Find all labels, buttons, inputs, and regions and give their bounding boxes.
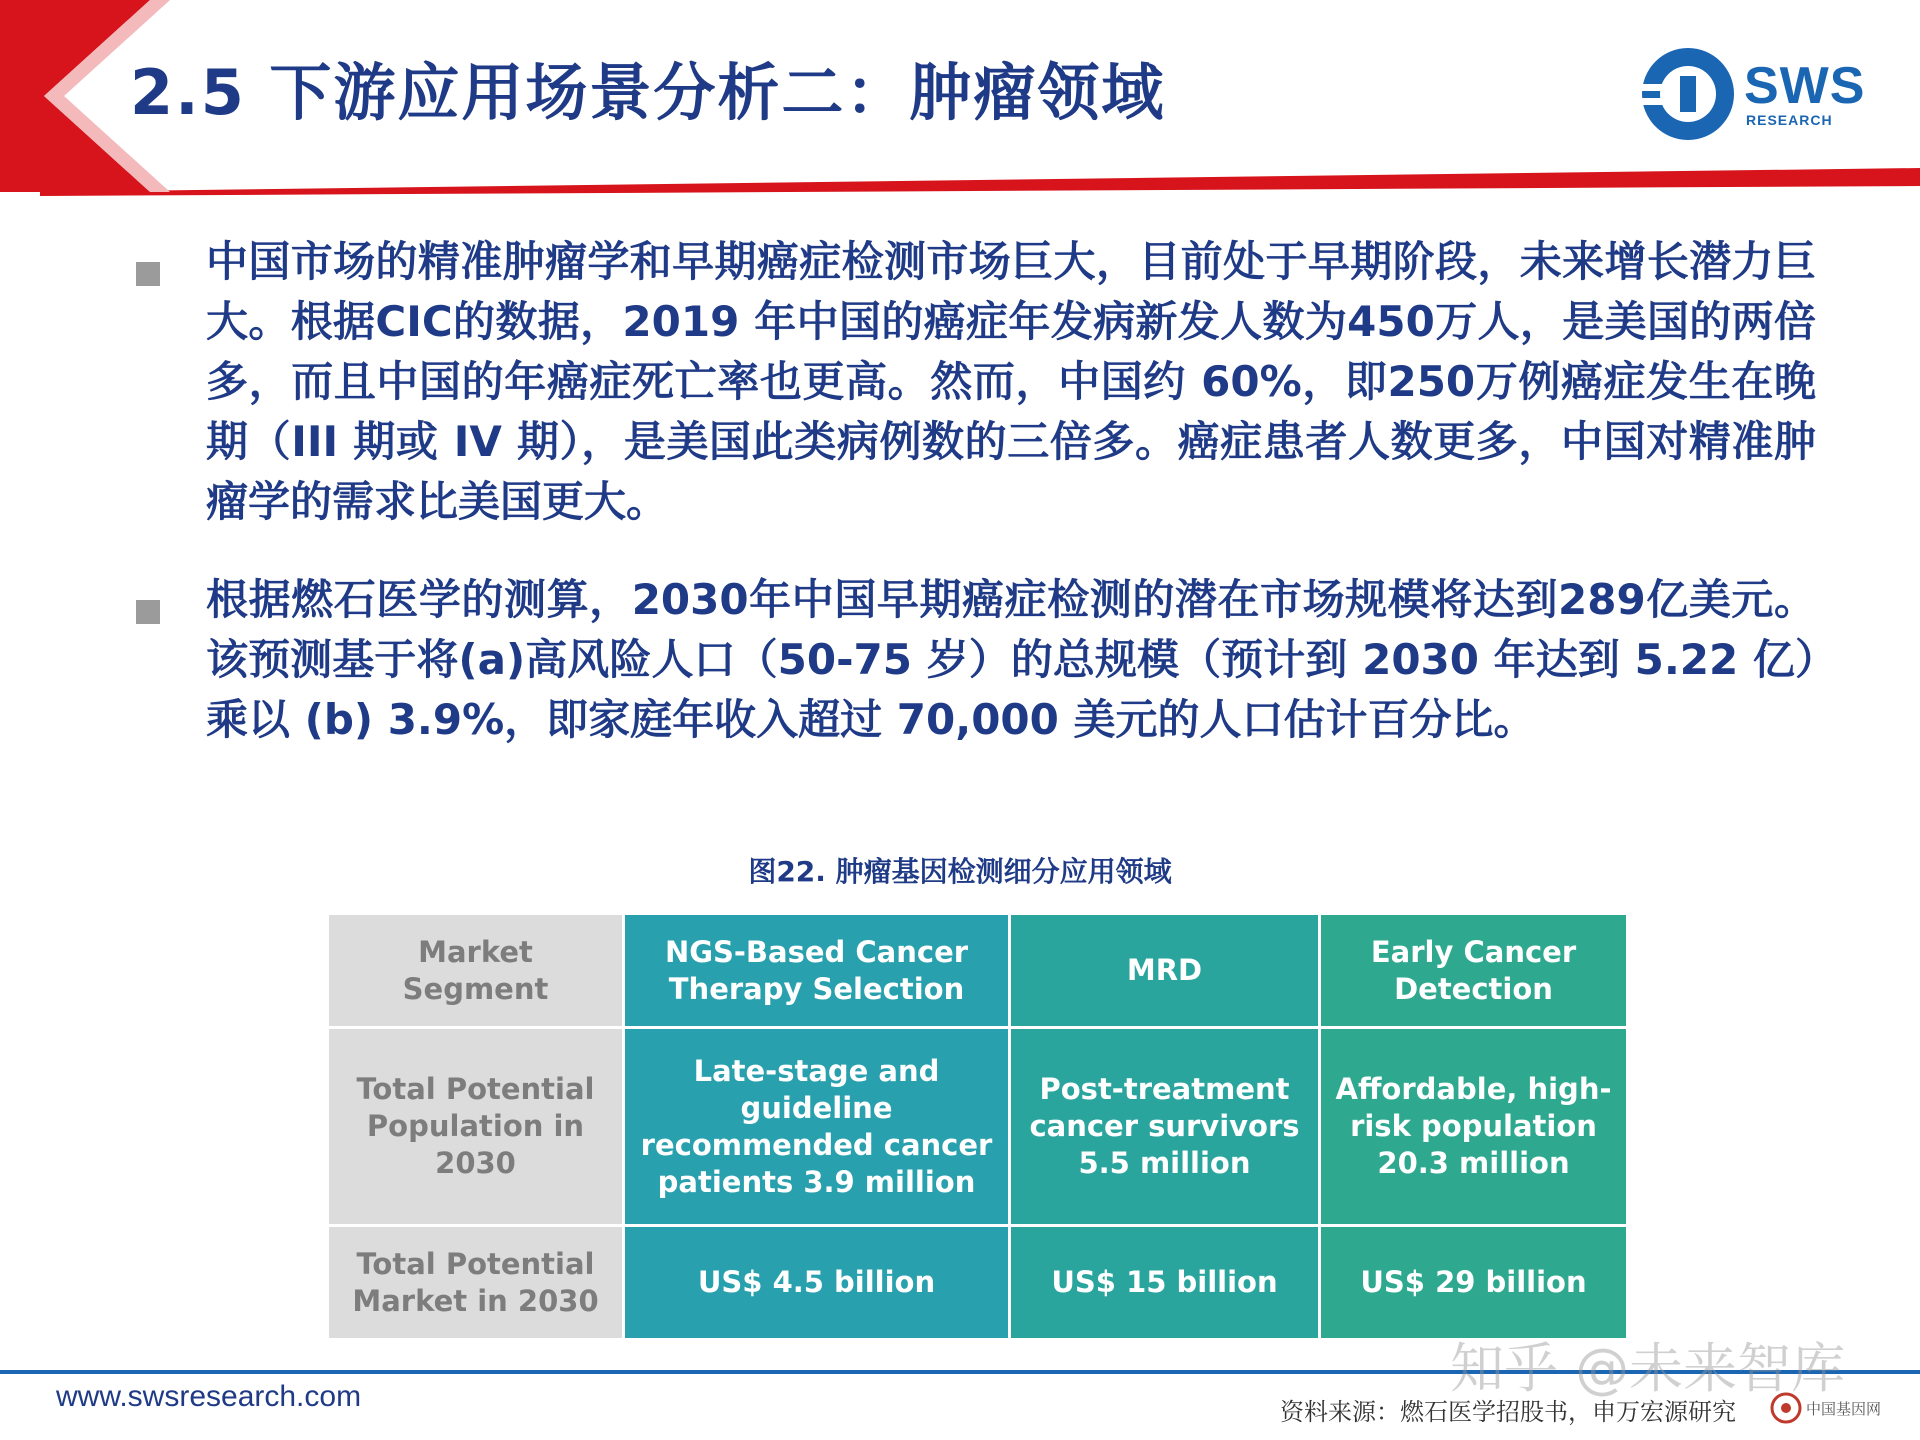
table-row-label: Total Potential Market in 2030 bbox=[328, 1226, 624, 1340]
table-cell: US$ 29 billion bbox=[1320, 1226, 1628, 1340]
slide-title: 2.5 下游应用场景分析二：肿瘤领域 bbox=[130, 56, 1166, 129]
square-bullet-icon bbox=[136, 600, 160, 624]
bullet-item bbox=[136, 232, 1816, 532]
table-row-label: Total Potential Population in 2030 bbox=[328, 1028, 624, 1226]
bullet-text: 中国市场的精准肿瘤学和早期癌症检测市场巨大，目前处于早期阶段，未来增长潜力巨大。根据CIC的数据，2019 年中国的癌症年发病新发人数为450万人，是美国的两倍多，而且中国的年癌症死亡率也更高。然而，中国约 60%，即250万例癌症发生在晚期（III 期或 IV 期），是美国此类病例数的三倍多。癌症患者人数更多，中国对精准肿瘤学的需求比美国更大。 bbox=[206, 237, 1816, 526]
logo-wordmark: SWS bbox=[1744, 57, 1866, 115]
table-row bbox=[328, 1226, 1628, 1340]
table-header-row bbox=[328, 914, 1628, 1028]
bullet-text: 根据燃石医学的测算，2030年中国早期癌症检测的潜在市场规模将达到289亿美元。该预测基于将(a)高风险人口（50-75 岁）的总规模（预计到 2030 年达到 5.22 亿）乘以 (b) 3.9%，即家庭年收入超过 70,000 美元的人口估计百分比。 bbox=[206, 575, 1816, 744]
logo-subtitle: RESEARCH bbox=[1746, 112, 1833, 128]
square-bullet-icon bbox=[136, 262, 160, 286]
watermark: 知乎 @未来智库 bbox=[1450, 1337, 1846, 1400]
table-cell: Post-treatment cancer survivors 5.5 million bbox=[1010, 1028, 1320, 1226]
sws-logo-icon bbox=[1640, 46, 1736, 142]
footer-url: www.swsresearch.com bbox=[56, 1380, 362, 1413]
bullet-list bbox=[136, 232, 1816, 788]
figure-caption: 图22. 肿瘤基因检测细分应用领域 bbox=[748, 855, 1172, 888]
bullet-item bbox=[136, 570, 1816, 750]
table-cell: Affordable, high-risk population 20.3 million bbox=[1320, 1028, 1628, 1226]
table-header-cell: MRD bbox=[1010, 914, 1320, 1028]
table-header-cell: Early Cancer Detection bbox=[1320, 914, 1628, 1028]
table-header-cell: NGS-Based Cancer Therapy Selection bbox=[624, 914, 1010, 1028]
table-header-cell: Market Segment bbox=[328, 914, 624, 1028]
corner-logo-label: 中国基因网 bbox=[1806, 1400, 1882, 1418]
corner-logo-icon bbox=[1768, 1380, 1908, 1436]
table-row bbox=[328, 1028, 1628, 1226]
segment-table bbox=[326, 912, 1629, 1341]
table-cell: Late-stage and guideline recommended cancer patients 3.9 million bbox=[624, 1028, 1010, 1226]
table-cell: US$ 15 billion bbox=[1010, 1226, 1320, 1340]
source-note: 资料来源：燃石医学招股书，申万宏源研究 bbox=[1280, 1398, 1736, 1426]
sws-logo bbox=[1640, 46, 1880, 142]
table-cell: US$ 4.5 billion bbox=[624, 1226, 1010, 1340]
